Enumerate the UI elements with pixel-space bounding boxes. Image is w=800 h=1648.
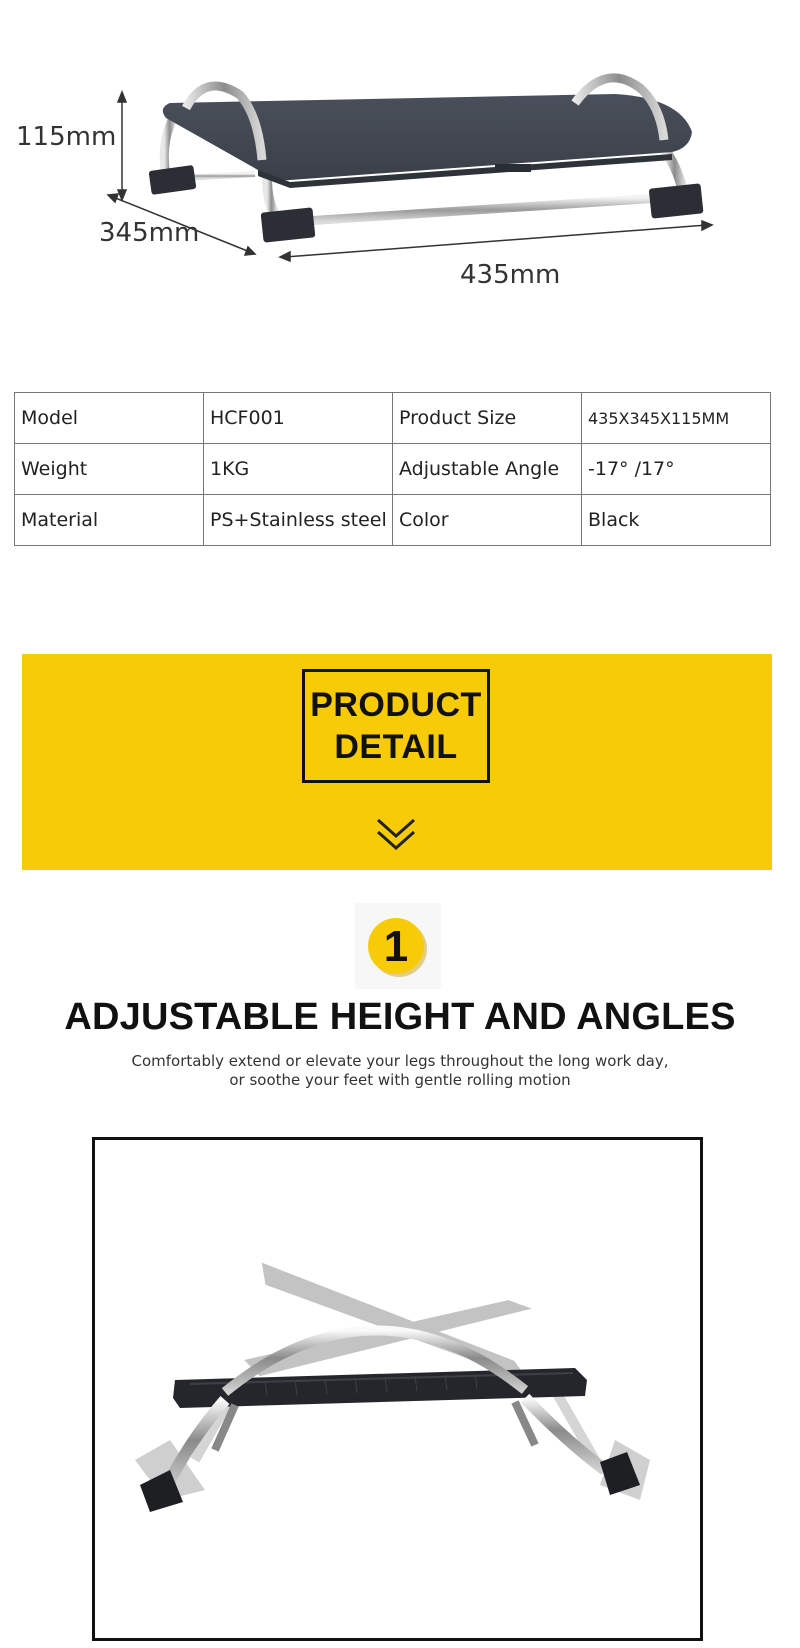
spec-value: PS+Stainless steel	[204, 495, 393, 546]
spec-label: Color	[393, 495, 582, 546]
spec-label: Product Size	[393, 393, 582, 444]
feature-description-line-1: Comfortably extend or elevate your legs throughout the long work day,	[131, 1052, 669, 1070]
table-row	[15, 444, 771, 495]
width-dimension-label: 435mm	[460, 260, 561, 290]
product-detail-box	[302, 669, 490, 783]
dimension-figure	[0, 0, 800, 330]
feature-number: 1	[383, 922, 409, 971]
spec-label: Model	[15, 393, 204, 444]
table-row	[15, 393, 771, 444]
spec-value: Black	[582, 495, 771, 546]
depth-dimension-label: 345mm	[99, 218, 200, 248]
spec-table	[14, 392, 771, 546]
feature-title: ADJUSTABLE HEIGHT AND ANGLES	[64, 996, 736, 1038]
spec-value: 435X345X115MM	[582, 393, 771, 444]
footrest-angle-image	[95, 1140, 700, 1638]
feature-number-badge	[355, 903, 441, 989]
banner-line-2: DETAIL	[334, 728, 458, 766]
feature-description-line-2: or soothe your feet with gentle rolling motion	[229, 1071, 571, 1089]
angle-illustration-frame	[92, 1137, 703, 1641]
table-row	[15, 495, 771, 546]
height-dimension-label: 115mm	[16, 122, 117, 152]
spec-label: Adjustable Angle	[393, 444, 582, 495]
banner-line-1: PRODUCT	[310, 686, 482, 724]
spec-value: HCF001	[204, 393, 393, 444]
spec-label: Material	[15, 495, 204, 546]
spec-value: 1KG	[204, 444, 393, 495]
spec-label: Weight	[15, 444, 204, 495]
product-detail-banner	[22, 654, 772, 870]
footrest-product-image	[0, 0, 800, 330]
chevron-down-icon	[374, 814, 418, 854]
spec-value: -17° /17°	[582, 444, 771, 495]
